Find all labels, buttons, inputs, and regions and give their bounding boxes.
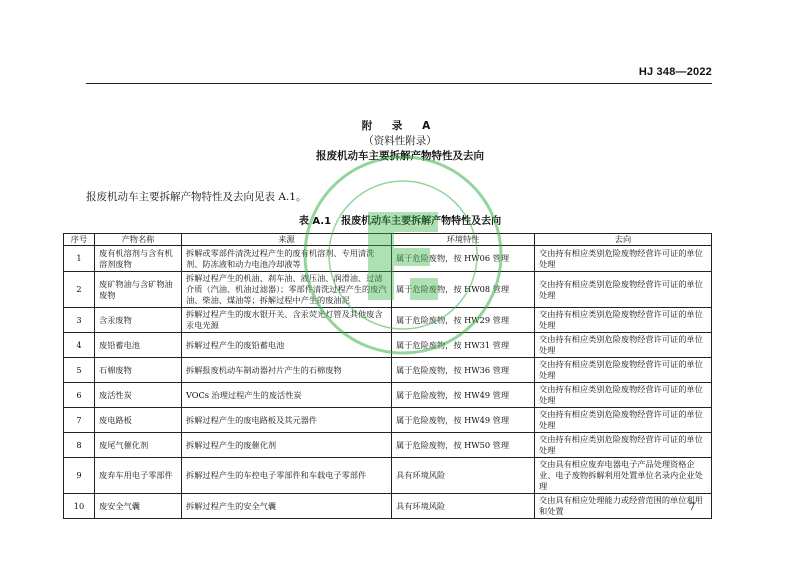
cell-source: 拆解报废机动车制动器衬片产生的石棉废物 xyxy=(182,358,392,383)
header-cell-source: 来源 xyxy=(182,234,392,246)
cell-destination: 交由具有相应处理能力或经营范围的单位利用和处置 xyxy=(535,494,712,519)
page-number: 7 xyxy=(689,502,696,513)
cell-env: 具有环境风险 xyxy=(392,494,535,519)
cell-env: 属于危险废物，按 HW31 管理 xyxy=(392,333,535,358)
cell-env: 属于危险废物，按 HW08 管理 xyxy=(392,272,535,308)
table-caption-number: 表 A.1 xyxy=(298,216,332,227)
table-row xyxy=(64,408,712,433)
cell-source: 拆解过程产生的车控电子零部件和车载电子零部件 xyxy=(182,458,392,494)
table-row xyxy=(64,333,712,358)
cell-destination: 交由持有相应类别危险废物经营许可证的单位处理 xyxy=(535,408,712,433)
cell-source: 拆解过程产生的安全气囊 xyxy=(182,494,392,519)
cell-source: VOCs 治理过程产生的废活性炭 xyxy=(182,383,392,408)
cell-destination: 交由持有相应类别危险废物经营许可证的单位处理 xyxy=(535,308,712,333)
table-row xyxy=(64,433,712,458)
cell-product: 废安全气囊 xyxy=(95,494,182,519)
cell-number: 2 xyxy=(64,272,95,308)
intro-paragraph: 报废机动车主要拆解产物特性及去向见表 A.1。 xyxy=(86,191,307,203)
cell-destination: 交由持有相应类别危险废物经营许可证的单位处理 xyxy=(535,433,712,458)
header-cell-product: 产物名称 xyxy=(95,234,182,246)
table-row xyxy=(64,494,712,519)
cell-number: 10 xyxy=(64,494,95,519)
waste-table xyxy=(63,233,712,519)
cell-number: 7 xyxy=(64,408,95,433)
table-row xyxy=(64,458,712,494)
cell-number: 3 xyxy=(64,308,95,333)
appendix-heading: 报废机动车主要拆解产物特性及去向 xyxy=(316,150,484,162)
cell-env: 属于危险废物，按 HW49 管理 xyxy=(392,408,535,433)
cell-product: 废有机溶剂与含有机溶剂废物 xyxy=(95,246,182,272)
header-cell-destination: 去向 xyxy=(535,234,712,246)
cell-product: 废活性炭 xyxy=(95,383,182,408)
cell-product: 石棉废物 xyxy=(95,358,182,383)
cell-product: 含汞废物 xyxy=(95,308,182,333)
header-rule xyxy=(86,83,712,84)
cell-env: 属于危险废物，按 HW06 管理 xyxy=(392,246,535,272)
cell-destination: 交由持有相应类别危险废物经营许可证的单位处理 xyxy=(535,358,712,383)
cell-source: 拆解过程产生的废铅蓄电池 xyxy=(182,333,392,358)
cell-number: 6 xyxy=(64,383,95,408)
appendix-title: 附 录 A xyxy=(361,120,439,132)
cell-product: 废矿物油与含矿物油废物 xyxy=(95,272,182,308)
appendix-subtitle: （资料性附录） xyxy=(363,135,437,147)
cell-source: 拆解过程产生的废催化剂 xyxy=(182,433,392,458)
cell-number: 4 xyxy=(64,333,95,358)
cell-env: 属于危险废物，按 HW49 管理 xyxy=(392,383,535,408)
cell-product: 废尾气催化剂 xyxy=(95,433,182,458)
cell-source: 拆解或零部件清洗过程产生的废有机溶剂、专用清洗剂、防冻液和动力电池冷却液等 xyxy=(182,246,392,272)
cell-env: 属于危险废物，按 HW50 管理 xyxy=(392,433,535,458)
header-cell-env: 环境特性 xyxy=(392,234,535,246)
table-row xyxy=(64,308,712,333)
table-caption-text: 报废机动车主要拆解产物特性及去向 xyxy=(341,216,502,227)
cell-number: 1 xyxy=(64,246,95,272)
cell-destination: 交由持有相应类别危险废物经营许可证的单位处理 xyxy=(535,272,712,308)
table-row xyxy=(64,246,712,272)
cell-destination: 交由持有相应类别危险废物经营许可证的单位处理 xyxy=(535,246,712,272)
cell-destination: 交由具有相应废弃电器电子产品处理资格企业、电子废物拆解利用处置单位名录内企业处理 xyxy=(535,458,712,494)
table-header-row xyxy=(64,234,712,246)
header-cell-number: 序号 xyxy=(64,234,95,246)
cell-product: 废弃车用电子零部件 xyxy=(95,458,182,494)
standard-code: HJ 348—2022 xyxy=(638,66,712,78)
table-caption xyxy=(0,212,800,227)
cell-number: 9 xyxy=(64,458,95,494)
cell-product: 废电路板 xyxy=(95,408,182,433)
cell-source: 拆解过程产生的废水银开关、含汞荧光灯管及其他废含汞电光源 xyxy=(182,308,392,333)
table-row xyxy=(64,358,712,383)
cell-env: 属于危险废物，按 HW29 管理 xyxy=(392,308,535,333)
cell-product: 废铅蓄电池 xyxy=(95,333,182,358)
table-row xyxy=(64,272,712,308)
cell-destination: 交由持有相应类别危险废物经营许可证的单位处理 xyxy=(535,383,712,408)
cell-number: 8 xyxy=(64,433,95,458)
cell-source: 拆解过程产生的废电路板及其元器件 xyxy=(182,408,392,433)
cell-env: 具有环境风险 xyxy=(392,458,535,494)
table-row xyxy=(64,383,712,408)
cell-source: 拆解过程产生的机油、刹车油、液压油、润滑油、过滤介质（汽油、机油过滤器）；零部件清洗过程产生的废汽油、柴油、煤油等；拆解过程中产生的废油泥 xyxy=(182,272,392,308)
cell-number: 5 xyxy=(64,358,95,383)
cell-env: 属于危险废物，按 HW36 管理 xyxy=(392,358,535,383)
cell-destination: 交由持有相应类别危险废物经营许可证的单位处理 xyxy=(535,333,712,358)
